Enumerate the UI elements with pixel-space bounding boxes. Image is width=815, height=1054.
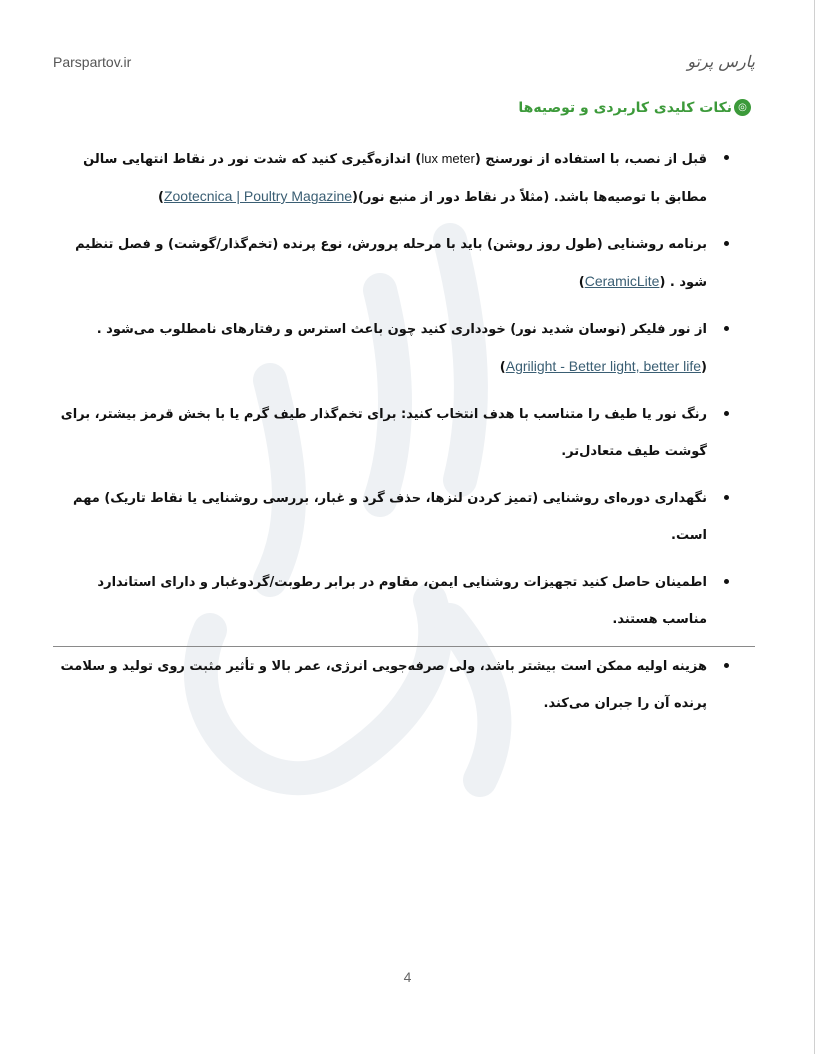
tip-text: از نور فلیکر (نوسان شدید نور) خودداری کنید چون باعث استرس و رفتارهای نامطلوب می‌شود . ( [96,322,707,375]
source-link-ceramiclite[interactable]: CeramicLite [584,273,660,289]
list-item [53,564,755,638]
tips-list [53,140,755,722]
list-item [53,311,755,386]
list-item [53,226,755,301]
list-item [53,396,755,470]
tip-text: برنامه روشنایی (طول روز روشن) باید با مرحله پرورش، نوع پرنده (تخم‌گذار/گوشت) و فصل تنظیم شود . ( [75,237,707,290]
header-brand-name: پارس پرتو [687,52,755,71]
target-icon: ◎ [734,99,751,116]
source-link-agrilight[interactable]: Agrilight - Better light, better life [505,358,702,374]
page-number: 4 [403,969,412,985]
tip-text: ) [158,190,164,205]
source-link-zootecnica[interactable]: Zootecnica | Poultry Magazine [163,188,353,204]
tip-text: قبل از نصب، با استفاده از نورسنج ( [474,152,707,167]
tip-text: نگهداری دوره‌ای روشنایی (تمیز کردن لنزها، حذف گرد و غبار، بررسی روشنایی یا نقاط تاریک) مهم است. [73,491,707,543]
tip-text: هزینه اولیه ممکن است بیشتر باشد، ولی صرفه‌جویی انرژی، عمر بالا و تأثیر مثبت روی تولید و سلامت پرنده آن را جبران می‌کند. [60,659,707,711]
section-heading [518,99,751,116]
section-title: نکات کلیدی کاربردی و توصیه‌ها [518,99,732,116]
tip-text: ) اندازه‌گیری کنید که شدت نور در نقاط انتهایی سالن مطابق با توصیه‌ها باشد. (مثلاً در نقاط دور از منبع نور)( [83,152,707,205]
header-site-url: Parspartov.ir [53,54,132,70]
list-item [53,140,755,216]
list-item [53,480,755,554]
tip-text: رنگ نور یا طیف را متناسب با هدف انتخاب کنید: برای تخم‌گذار طیف گرم یا با بخش قرمز بیشتر، برای گوشت طیف متعادل‌تر. [60,407,707,459]
tip-text: ) [578,275,585,290]
tips-content [53,140,755,732]
list-item [53,648,755,722]
tip-ltr-term: lux meter [421,151,475,166]
tip-text: اطمینان حاصل کنید تجهیزات روشنایی ایمن، مقاوم در برابر رطوبت/گردوغبار و دارای استاندارد مناسب هستند. [97,575,707,627]
horizontal-rule [53,646,755,647]
tip-text: ) [499,360,506,375]
